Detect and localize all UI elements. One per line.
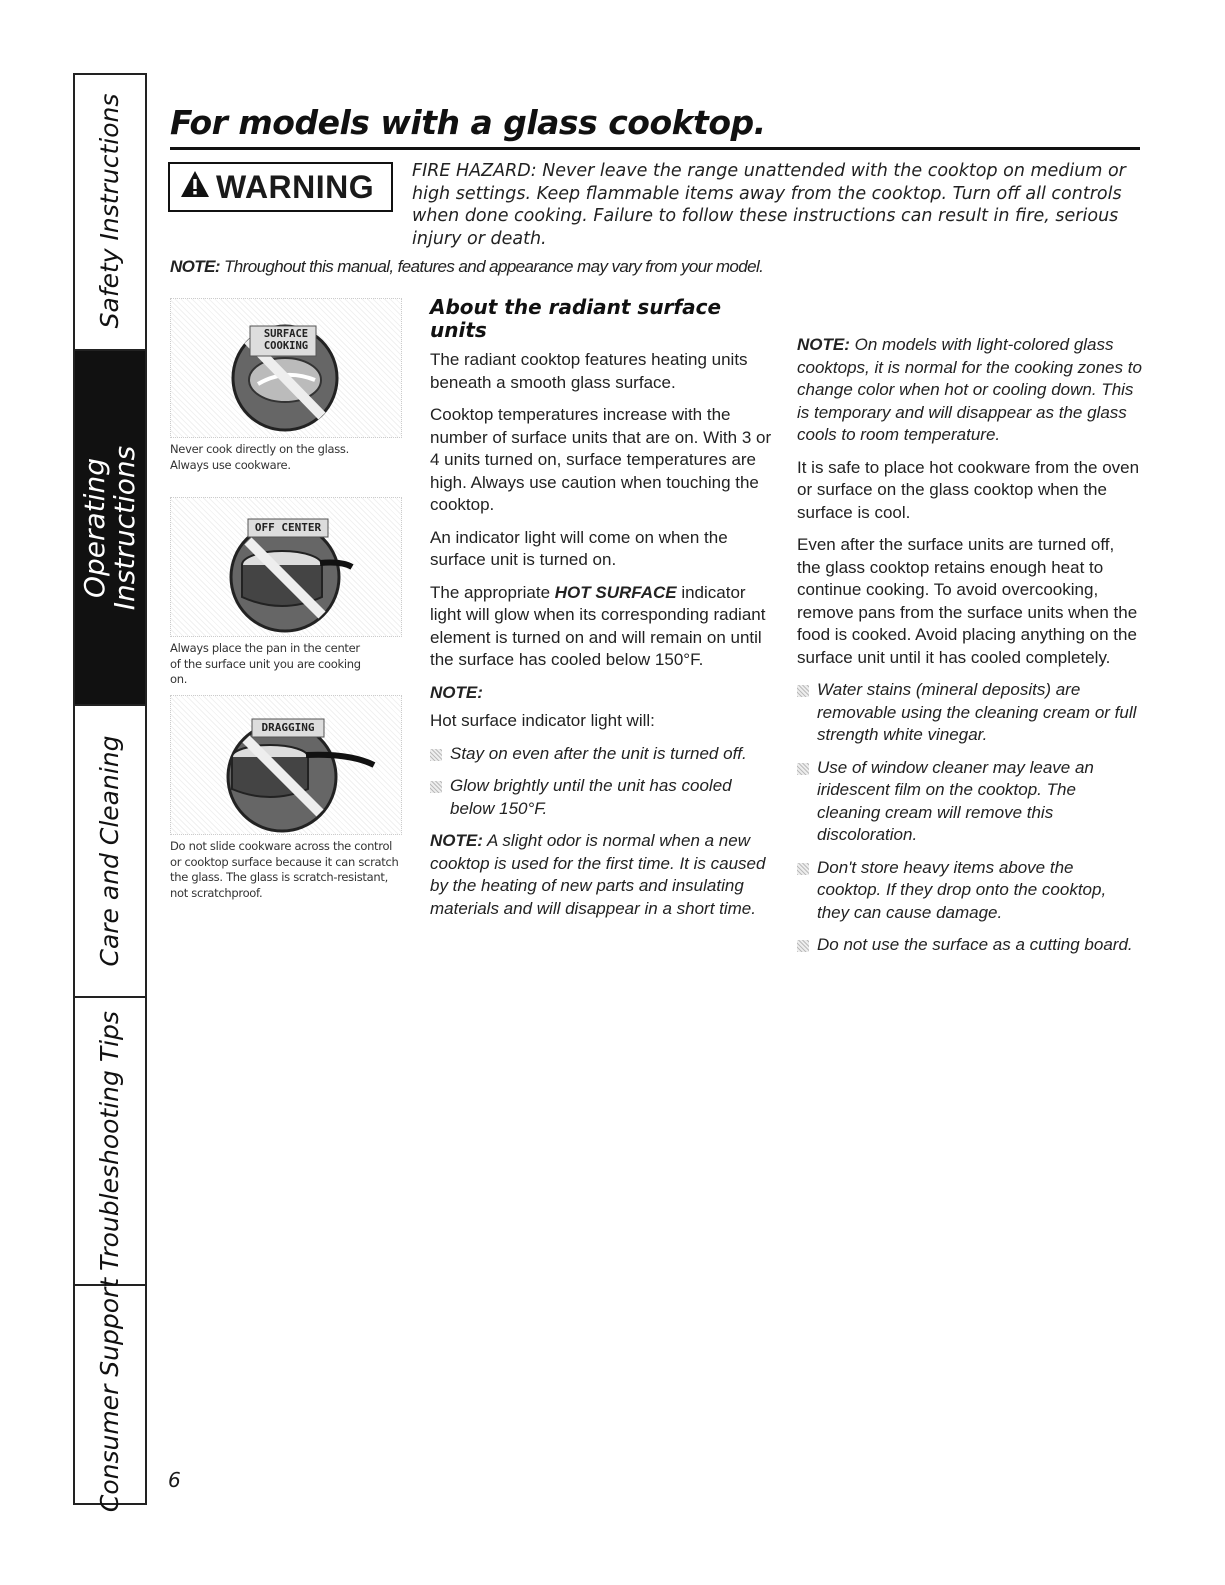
note-label: NOTE: bbox=[430, 682, 483, 702]
tab-care-and-cleaning[interactable] bbox=[75, 706, 145, 998]
no-off-center-illustration bbox=[170, 497, 402, 637]
badge-line-2: COOKING bbox=[263, 340, 309, 352]
list-item: Don't store heavy items above the cooktop. If they drop onto the cooktop, they can cause damage. bbox=[797, 857, 1142, 925]
figure-surface-cooking bbox=[170, 298, 410, 473]
note-text: Throughout this manual, features and appearance may vary from your model. bbox=[224, 257, 764, 276]
badge-line-1: SURFACE bbox=[263, 328, 309, 340]
warning-text: FIRE HAZARD: Never leave the range unattended with the cooktop on medium or high settings. Keep flammable items away from the cooktop. Turn off all controls when done cooking. Failure to follow these instructions can result in fire, serious injury or death. bbox=[412, 161, 1126, 249]
page-title: For models with a glass cooktop. bbox=[170, 103, 766, 142]
list-item: Glow brightly until the unit has cooled below 150°F. bbox=[430, 775, 775, 820]
figure-off-center bbox=[170, 497, 410, 688]
paragraph: Hot surface indicator light will: bbox=[430, 711, 655, 730]
figure-caption: Do not slide cookware across the control or cooktop surface because it can scratch the glass. The glass is scratch-resistant, not scratchproof. bbox=[170, 839, 399, 900]
hot-surface-paragraph: The appropriate HOT SURFACE indicator light will glow when its corresponding radiant element is turned on and will remain on until the surface has cooled below 150°F. bbox=[430, 582, 766, 669]
tab-label: Safety Instructions bbox=[95, 93, 124, 329]
tab-operating-instructions[interactable] bbox=[75, 351, 145, 706]
no-dragging-illustration bbox=[170, 695, 402, 835]
list-item: Water stains (mineral deposits) are removable using the cleaning cream or full strength white vinegar. bbox=[797, 679, 1142, 747]
tab-label: Care and Cleaning bbox=[95, 735, 124, 967]
figure-dragging bbox=[170, 695, 410, 901]
list-item: Do not use the surface as a cutting board. bbox=[797, 934, 1142, 957]
warning-badge bbox=[168, 162, 393, 212]
model-note bbox=[170, 257, 763, 277]
section-tabs bbox=[73, 73, 147, 1512]
radiant-units-column bbox=[430, 296, 775, 930]
tab-consumer-support[interactable] bbox=[75, 1277, 145, 1512]
tab-label: Consumer Support bbox=[95, 1277, 124, 1512]
warning-triangle-icon bbox=[180, 170, 210, 204]
glass-care-column bbox=[797, 334, 1142, 967]
tab-label: Operating Instructions bbox=[78, 445, 141, 610]
odor-note: NOTE: A slight odor is normal when a new cooktop is used for the first time. It is caused by the heating of new parts and insulating materials and will disappear in a short time. bbox=[430, 831, 766, 918]
tab-label: Troubleshooting Tips bbox=[95, 1011, 124, 1271]
paragraph: An indicator light will come on when the surface unit is turned on. bbox=[430, 527, 728, 569]
note-label: NOTE: bbox=[170, 257, 220, 276]
tab-safety-instructions[interactable] bbox=[75, 73, 145, 351]
paragraph: It is safe to place hot cookware from the oven or surface on the glass cooktop when the surface is cool. bbox=[797, 457, 1140, 522]
no-surface-cooking-illustration bbox=[170, 298, 402, 438]
paragraph: The radiant cooktop features heating units beneath a smooth glass surface. bbox=[430, 350, 748, 392]
hot-surface-label: HOT SURFACE bbox=[554, 582, 677, 602]
title-divider bbox=[170, 147, 1140, 150]
tab-troubleshooting-tips[interactable] bbox=[75, 998, 145, 1286]
figure-caption: Never cook directly on the glass. Always use cookware. bbox=[170, 442, 349, 472]
warning-label: WARNING bbox=[216, 168, 375, 205]
paragraph: Cooktop temperatures increase with the number of surface units that are on. With 3 or 4 units turned on, surface temperatures are high. Always use caution when touching the cooktop. bbox=[430, 405, 772, 514]
list-item: Stay on even after the unit is turned off. bbox=[430, 743, 775, 766]
light-glass-note: NOTE: On models with light-colored glass cooktops, it is normal for the cooking zones to change color when hot or cooling down. This is temporary and will disappear as the glass cools to room temperature. bbox=[797, 335, 1142, 444]
badge-line-1: DRAGGING bbox=[261, 721, 315, 734]
figure-caption: Always place the pan in the center of the surface unit you are cooking on. bbox=[170, 641, 361, 686]
section-heading: About the radiant surface units bbox=[430, 295, 722, 342]
list-item: Use of window cleaner may leave an iridescent film on the cooktop. The cleaning cream will remove this discoloration. bbox=[797, 757, 1142, 847]
paragraph: Even after the surface units are turned off, the glass cooktop retains enough heat to continue cooking. To avoid overcooking, remove pans from the surface units when the food is cooked. Avoid placing anything on the surface unit until it has cooled completely. bbox=[797, 535, 1138, 667]
badge-line-1: OFF CENTER bbox=[254, 521, 322, 534]
page-number: 6 bbox=[168, 1468, 181, 1492]
